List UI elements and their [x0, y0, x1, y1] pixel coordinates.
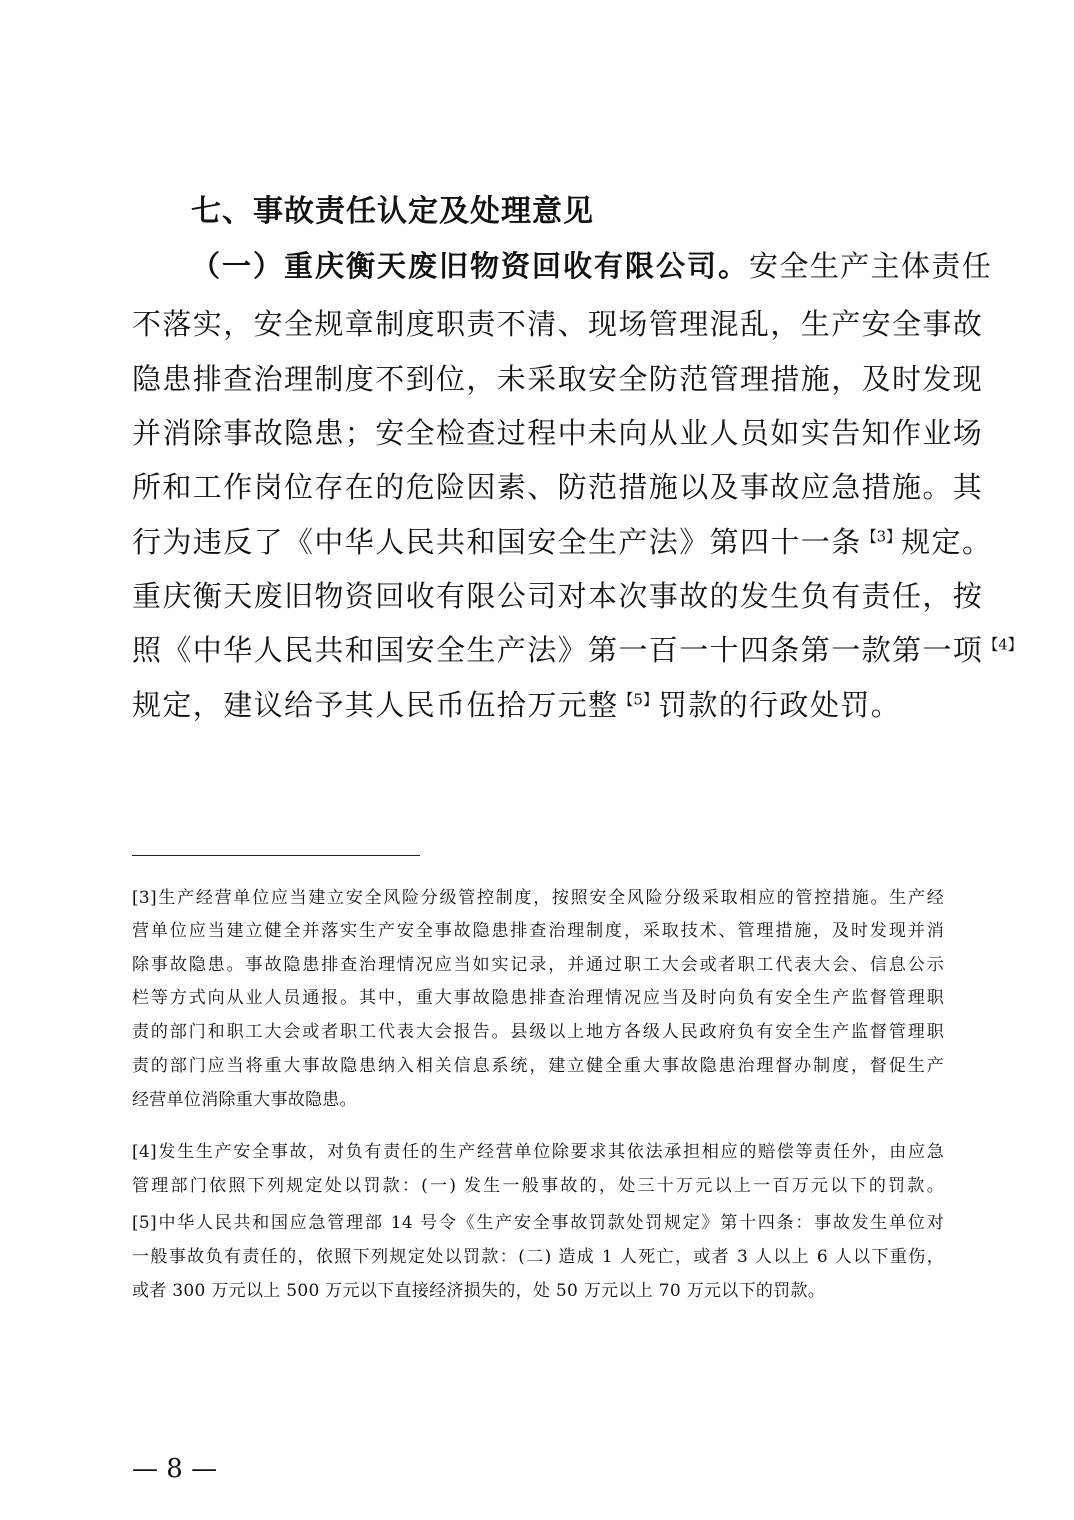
footnote-3-line: 责的部门和职工大会或者职工代表大会报告。县级以上地方各级人民政府负有安全生产监督管理职 [132, 1022, 944, 1042]
paragraph-line-9 [132, 685, 944, 725]
paragraph-line-1 [191, 246, 993, 286]
paragraph-text: 规定。 [901, 525, 993, 559]
paragraph-line-4: 并消除事故隐患；安全检查过程中未向从业人员如实告知作业场 [132, 416, 984, 450]
paragraph-line-6 [132, 522, 993, 562]
paragraph-line-5: 所和工作岗位存在的危险因素、防范措施以及事故应急措施。其 [132, 470, 984, 504]
page-number: — 8 — [132, 1454, 218, 1484]
paragraph-text: 照《中华人民共和国安全生产法》第一百一十四条第一款第一项 [132, 633, 984, 667]
paragraph-line-3: 隐患排查治理制度不到位，未采取安全防范管理措施，及时发现 [132, 362, 984, 396]
paragraph-line-7: 重庆衡天废旧物资回收有限公司对本次事故的发生负有责任，按 [132, 579, 984, 613]
paragraph-line-2: 不落实，安全规章制度职责不清、现场管理混乱，生产安全事故 [132, 307, 984, 341]
footnote-3-line: 栏等方式向从业人员通报。其中，重大事故隐患排查治理情况应当及时向负有安全生产监督管理职 [132, 988, 944, 1008]
footnote-3-line: [3]生产经营单位应当建立安全风险分级管控制度，按照安全风险分级采取相应的管控措施。生产经 [132, 888, 944, 908]
paragraph-text: 行为违反了《中华人民共和国安全生产法》第四十一条 [132, 525, 862, 559]
footnote-3-line: 责的部门应当将重大事故隐患纳入相关信息系统，建立健全重大事故隐患治理督办制度，督促生产 [132, 1056, 944, 1076]
footnote-3-line: 除事故隐患。事故隐患排查治理情况应当如实记录，并通过职工大会或者职工代表大会、信息公示 [132, 955, 944, 975]
paragraph-lead: （一）重庆衡天废旧物资回收有限公司。 [191, 249, 750, 283]
footnote-separator [132, 855, 420, 856]
paragraph-text: 安全生产主体责任 [749, 249, 993, 283]
footnote-5-line: [5]中华人民共和国应急管理部 14 号令《生产安全事故罚款处罚规定》第十四条：事故发生单位对 [132, 1213, 944, 1233]
footnote-ref-4: 【4】 [983, 635, 1023, 654]
section-heading: 七、事故责任认定及处理意见 [191, 194, 594, 229]
paragraph-text: 罚款的行政处罚。 [657, 688, 902, 722]
footnote-5-line: 或者 300 万元以上 500 万元以下直接经济损失的，处 50 万元以上 70 万元以下的罚款。 [132, 1281, 826, 1301]
footnote-3-line: 营单位应当建立健全并落实生产安全事故隐患排查治理制度，采取技术、管理措施，及时发现并消 [132, 921, 944, 941]
footnote-ref-3: 【3】 [861, 527, 902, 546]
footnote-3-line: 经营单位消除重大事故隐患。 [132, 1090, 357, 1110]
paragraph-text: 规定，建议给予其人民币伍拾万元整 [132, 688, 619, 722]
footnote-4-line: 管理部门依照下列规定处以罚款：(一) 发生一般事故的，处三十万元以上一百万元以下的罚款。 [132, 1176, 944, 1196]
footnote-4-line: [4]发生生产安全事故，对负有责任的生产经营单位除要求其依法承担相应的赔偿等责任外，由应急 [132, 1142, 944, 1162]
footnote-5-line: 一般事故负有责任的，依照下列规定处以罚款：(二) 造成 1 人死亡，或者 3 人以上 6 人以下重伤， [132, 1247, 944, 1267]
paragraph-line-8 [132, 630, 1023, 670]
footnote-ref-5: 【5】 [618, 690, 658, 709]
